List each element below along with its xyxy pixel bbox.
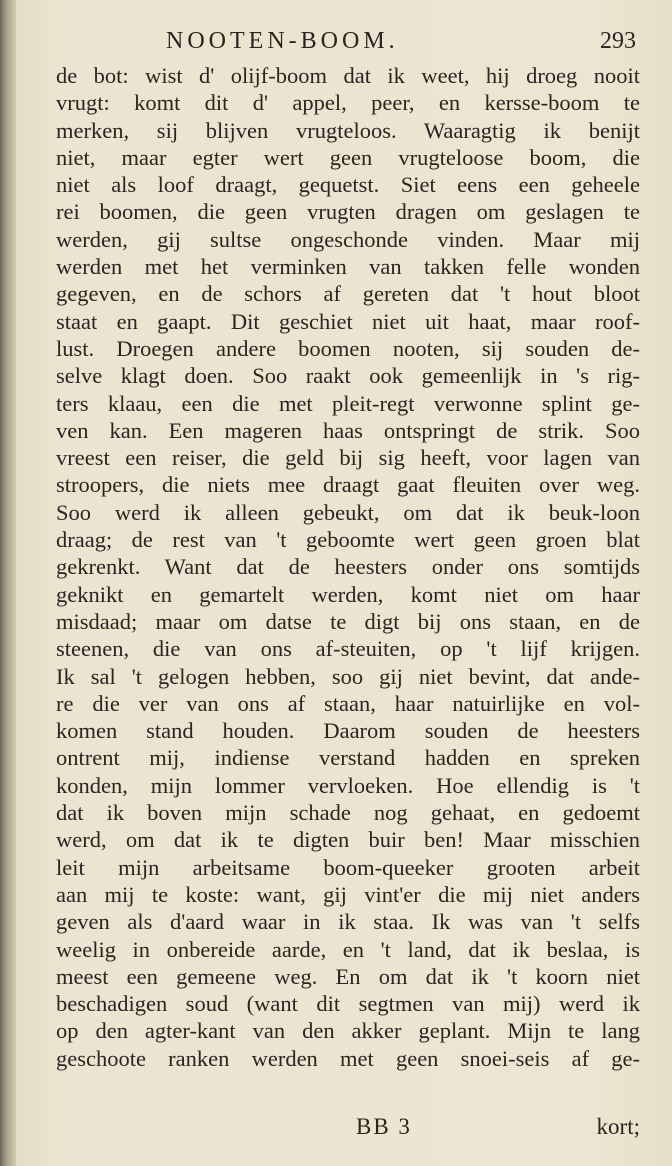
text-line: gekrenkt. Want dat de heesters onder ons somtijds bbox=[56, 554, 640, 580]
text-line: gegeven, en de schors af gereten dat 't hout bloot bbox=[56, 281, 640, 307]
text-line: konden, mijn lommer vervloeken. Hoe ellendig is 't bbox=[56, 772, 640, 798]
text-line: lust. Droegen andere boomen nooten, sij souden de- bbox=[56, 335, 640, 361]
text-line: steenen, die van ons af-steuiten, op 't lijf krijgen. bbox=[56, 636, 640, 662]
text-line: de bot: wist d' olijf-boom dat ik weet, hij droeg nooit bbox=[56, 63, 640, 88]
text-line: draag; de rest van 't geboomte wert geen groen blat bbox=[56, 527, 640, 553]
text-line: rei boomen, die geen vrugten dragen om geslagen te bbox=[56, 199, 640, 225]
text-line: ontrent mij, indiense verstand hadden en spreken bbox=[56, 745, 640, 771]
text-line: staat en gaapt. Dit geschiet niet uit haat, maar roof- bbox=[56, 308, 640, 334]
text-line: niet, maar egter wert geen vrugteloose boom, die bbox=[56, 144, 640, 170]
text-line: vrugt: komt dit d' appel, peer, en kersse-boom te bbox=[56, 90, 640, 116]
signature-mark: BB 3 bbox=[356, 1114, 412, 1139]
text-line: ters klaau, een die met pleit-regt verwonne splint ge- bbox=[56, 390, 640, 416]
body-text bbox=[56, 62, 640, 1072]
text-line: re die ver van ons af staan, haar natuirlijke en vol- bbox=[56, 690, 640, 716]
text-line: weelig in onbereide aarde, en 't land, dat ik beslaa, is bbox=[56, 936, 640, 962]
text-line: werden met het verminken van takken felle wonden bbox=[56, 254, 640, 280]
page-header bbox=[56, 28, 636, 62]
text-line: meest een gemeene weg. En om dat ik 't koorn niet bbox=[56, 963, 640, 989]
text-line: dat ik boven mijn schade nog gehaat, en gedoemt bbox=[56, 800, 640, 826]
text-line: geven als d'aard waar in ik staa. Ik was van 't selfs bbox=[56, 909, 640, 935]
catchword: kort; bbox=[596, 1114, 640, 1139]
text-line: niet als loof draagt, gequetst. Siet eens een geheele bbox=[56, 172, 640, 198]
text-line: Ik sal 't gelogen hebben, soo gij niet bevint, dat ande- bbox=[56, 663, 640, 689]
text-line: Soo werd ik alleen gebeukt, om dat ik beuk-loon bbox=[56, 499, 640, 525]
text-line: werden, gij sultse ongeschonde vinden. Maar mij bbox=[56, 226, 640, 252]
text-line: aan mij te koste: want, gij vint'er die mij niet anders bbox=[56, 881, 640, 907]
text-line: misdaad; maar om datse te digt bij ons staan, en de bbox=[56, 608, 640, 634]
text-line: merken, sij blijven vrugteloos. Waaragtig ik benijt bbox=[56, 117, 640, 143]
text-line: werd, om dat ik te digten buir ben! Maar misschien bbox=[56, 827, 640, 853]
page-number: 293 bbox=[600, 28, 636, 54]
text-line: geschoote ranken werden met geen snoei-seis af ge- bbox=[56, 1045, 640, 1071]
book-gutter bbox=[0, 0, 16, 1166]
text-line: op den agter-kant van den akker geplant. Mijn te lang bbox=[56, 1018, 640, 1044]
text-line: selve klagt doen. Soo raakt ook gemeenlijk in 's rig- bbox=[56, 363, 640, 389]
text-line: vreest een reiser, die geld bij sig heeft, voor lagen van bbox=[56, 445, 640, 471]
text-line: stroopers, die niets mee draagt gaat fleuiten over weg. bbox=[56, 472, 640, 498]
text-line: komen stand houden. Daarom souden de heesters bbox=[56, 718, 640, 744]
page-footer bbox=[56, 1114, 640, 1148]
text-line: ven kan. Een mageren haas ontspringt de strik. Soo bbox=[56, 417, 640, 443]
text-line: beschadigen soud (want dit segtmen van mij) werd ik bbox=[56, 991, 640, 1017]
text-line: geknikt en gemartelt werden, komt niet om haar bbox=[56, 581, 640, 607]
running-head: NOOTEN-BOOM. bbox=[166, 28, 399, 54]
text-line: leit mijn arbeitsame boom-queeker grooten arbeit bbox=[56, 854, 640, 880]
